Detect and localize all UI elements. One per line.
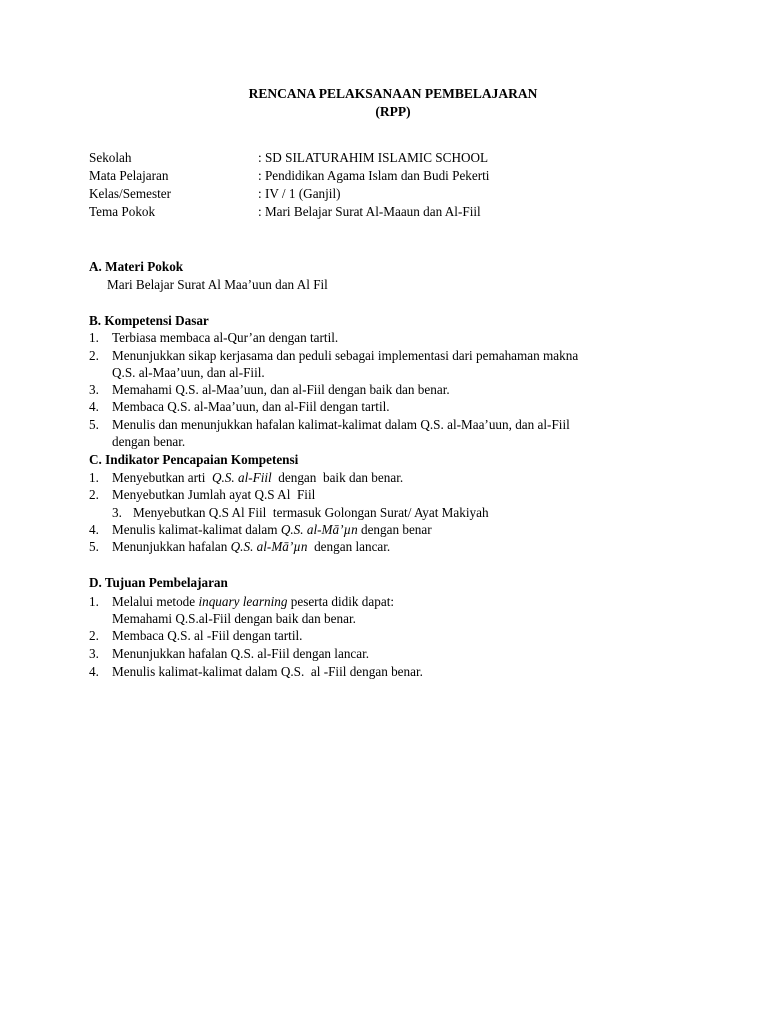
list-number: 1.	[89, 470, 99, 485]
list-item-text: dengan lancar.	[307, 539, 391, 554]
section-c-heading: C. Indikator Pencapaian Kompetensi	[89, 452, 299, 467]
list-item: Membaca Q.S. al -Fiil dengan tartil.	[112, 628, 303, 643]
list-number: 4.	[89, 664, 99, 679]
list-item-continuation: dengan benar.	[112, 434, 186, 449]
list-item: Terbiasa membaca al-Qur’an dengan tartil.	[112, 330, 339, 345]
list-number: 1.	[89, 330, 99, 345]
info-value: : Pendidikan Agama Islam dan Budi Pekerti	[258, 168, 490, 183]
info-label: Kelas/Semester	[89, 186, 172, 201]
list-number: 3.	[89, 646, 99, 661]
surah-reference: Q.S. al-Mā’µn	[280, 522, 358, 537]
method-name: inquary learning	[198, 594, 288, 609]
info-value: : SD SILATURAHIM ISLAMIC SCHOOL	[258, 150, 489, 165]
list-item-text: Menunjukkan hafalan	[112, 539, 231, 554]
list-number: 5.	[89, 417, 99, 432]
list-item-continuation: Q.S. al-Maa’uun, dan al-Fiil.	[112, 365, 265, 380]
list-item: Menyebutkan Jumlah ayat Q.S Al Fiil	[112, 487, 316, 502]
section-a-heading: A. Materi Pokok	[89, 259, 184, 274]
section-b-heading: B. Kompetensi Dasar	[89, 313, 209, 328]
info-row-class	[89, 186, 709, 204]
document-subtitle: (RPP)	[375, 104, 411, 119]
list-item: Membaca Q.S. al-Maa’uun, dan al-Fiil dengan tartil.	[112, 399, 390, 414]
list-item: Memahami Q.S. al-Maa’uun, dan al-Fiil dengan baik dan benar.	[112, 382, 450, 397]
section-d-heading: D. Tujuan Pembelajaran	[89, 575, 228, 590]
list-item: Menulis dan menunjukkan hafalan kalimat-kalimat dalam Q.S. al-Maa’uun, dan al-Fiil	[112, 417, 570, 432]
list-item-text: Menyebutkan arti	[112, 470, 212, 485]
document-title: RENCANA PELAKSANAAN PEMBELAJARAN	[248, 86, 538, 101]
list-item	[112, 539, 390, 555]
list-item: Menunjukkan sikap kerjasama dan peduli sebagai implementasi dari pemahaman makna	[112, 348, 579, 363]
list-number: 2.	[89, 628, 99, 643]
list-number: 4.	[89, 522, 99, 537]
surah-reference: Q.S. al-Mā’µn	[230, 539, 308, 554]
list-item: Menunjukkan hafalan Q.S. al-Fiil dengan lancar.	[112, 646, 370, 661]
list-number: 1.	[89, 594, 99, 609]
list-number: 2.	[89, 487, 99, 502]
info-label: Sekolah	[89, 150, 132, 165]
list-number: 2.	[89, 348, 99, 363]
surah-reference: Q.S. al-Fiil	[211, 470, 272, 485]
info-row-subject	[89, 168, 709, 186]
info-label: Tema Pokok	[89, 204, 156, 219]
list-item	[112, 594, 394, 610]
list-item-continuation: Memahami Q.S.al-Fiil dengan baik dan benar.	[112, 611, 356, 626]
list-number: 3.	[112, 505, 122, 520]
list-item-text: Menulis kalimat-kalimat dalam	[112, 522, 281, 537]
list-number: 4.	[89, 399, 99, 414]
info-row-theme	[89, 204, 709, 222]
info-label: Mata Pelajaran	[89, 168, 169, 183]
list-item-text: dengan baik dan benar.	[271, 470, 404, 485]
list-item	[112, 470, 403, 486]
list-number: 5.	[89, 539, 99, 554]
section-a-text: Mari Belajar Surat Al Maa’uun dan Al Fil	[107, 277, 328, 292]
list-item-text: dengan benar	[357, 522, 432, 537]
list-item: Menulis kalimat-kalimat dalam Q.S. al -Fiil dengan benar.	[112, 664, 423, 679]
list-item: Menyebutkan Q.S Al Fiil termasuk Golongan Surat/ Ayat Makiyah	[133, 505, 489, 520]
info-value: : Mari Belajar Surat Al-Maaun dan Al-Fiil	[258, 204, 481, 219]
info-value: : IV / 1 (Ganjil)	[258, 186, 341, 201]
info-row-school	[89, 150, 709, 168]
list-item	[112, 522, 432, 538]
list-number: 3.	[89, 382, 99, 397]
list-item-text: peserta didik dapat:	[287, 594, 395, 609]
list-item-text: Melalui metode	[112, 594, 199, 609]
